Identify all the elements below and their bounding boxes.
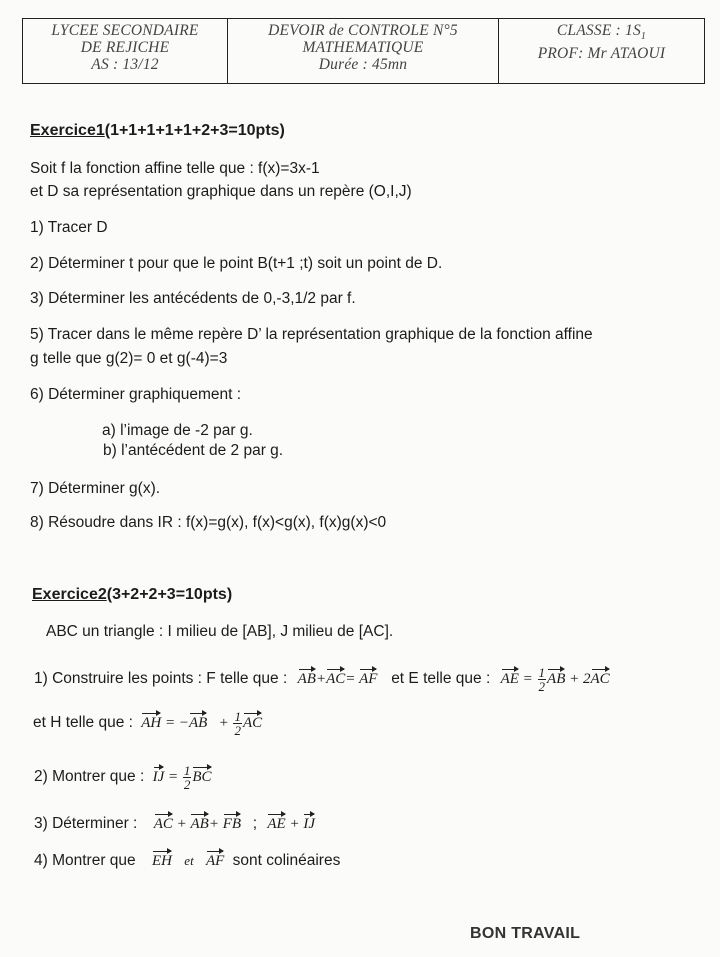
ex1-question-2: 2) Déterminer t pour que le point B(t+1 ;t) soit un point de D. — [30, 255, 443, 272]
vector-ae: AE — [500, 670, 519, 687]
ex2-question-2: 2) Montrer que : IJ = $\frac{1}{2}$ BC — [34, 763, 212, 792]
fraction-half: $\frac{1}{2}$ — [538, 665, 546, 694]
ex1-question-3: 3) Déterminer les antécédents de 0,-3,1/2 par f. — [30, 290, 356, 307]
vector-af: AF — [359, 670, 378, 687]
vector-ac: AC — [326, 670, 346, 687]
ex1-question-1: 1) Tracer D — [30, 219, 108, 236]
vector-ij: IJ — [152, 768, 165, 785]
school-name-1: LYCEE SECONDAIRE — [51, 22, 199, 39]
ex2-question-1: 1) Construire les points : F telle que : AB+AC= AF et E telle que : AE = $\frac{1}{2}$ AB + 2AC — [34, 665, 610, 694]
exercise2-title: Exercice2(3+2+2+3=10pts) — [32, 586, 233, 603]
class-cell — [499, 19, 704, 83]
ex2-question-1-h: et H telle que : AH = −AB + $\frac{1}{2}$ AC — [33, 709, 263, 738]
header-table — [22, 18, 705, 84]
closing-text: BON TRAVAIL — [470, 925, 581, 942]
vector-bc: BC — [192, 768, 212, 785]
exam-subject: MATHEMATIQUE — [302, 39, 424, 56]
exam-cell — [228, 19, 499, 83]
school-name-2: DE REJICHE — [80, 39, 170, 56]
vector-fb: FB — [222, 816, 242, 832]
ex2-question-4: 4) Montrer que EH et AF sont colinéaires — [34, 852, 341, 869]
ex1-question-5b: g telle que g(2)= 0 et g(-4)=3 — [30, 350, 228, 367]
ex1-question-5a: 5) Tracer dans le même repère D’ la représentation graphique de la fonction affine — [30, 326, 593, 343]
vector-ab: AB — [297, 670, 316, 687]
ex1-intro-2: et D sa représentation graphique dans un repère (O,I,J) — [30, 183, 412, 200]
vector-eh: EH — [151, 853, 172, 869]
exam-title: DEVOIR de CONTROLE N°5 — [268, 22, 458, 39]
prof-name: PROF: Mr ATAOUI — [537, 45, 666, 63]
vector-ah: AH — [141, 714, 162, 731]
ex1-question-6: 6) Déterminer graphiquement : — [30, 386, 242, 403]
exam-duration: Durée : 45mn — [318, 56, 408, 73]
ex1-question-7: 7) Déterminer g(x). — [30, 480, 161, 497]
ex2-question-3: 3) Déterminer : AC + AB+ FB ; AE + IJ — [34, 815, 315, 832]
exercise1-title: Exercice1(1+1+1+1+1+2+3=10pts) — [30, 122, 285, 139]
ex2-intro: ABC un triangle : I milieu de [AB], J milieu de [AC]. — [46, 623, 394, 640]
ex1-question-6a: a) l’image de -2 par g. — [102, 422, 253, 439]
ex1-question-6b: b) l’antécédent de 2 par g. — [103, 442, 284, 459]
school-year: AS : 13/12 — [91, 56, 159, 73]
class-label: CLASSE : $1S_1$ — [556, 22, 647, 43]
ex1-intro-1: Soit f la fonction affine telle que : f(x)=3x-1 — [30, 160, 320, 177]
school-cell — [23, 19, 228, 83]
ex1-question-8: 8) Résoudre dans IR : f(x)=g(x), f(x)<g(x), f(x)g(x)<0 — [30, 514, 387, 531]
